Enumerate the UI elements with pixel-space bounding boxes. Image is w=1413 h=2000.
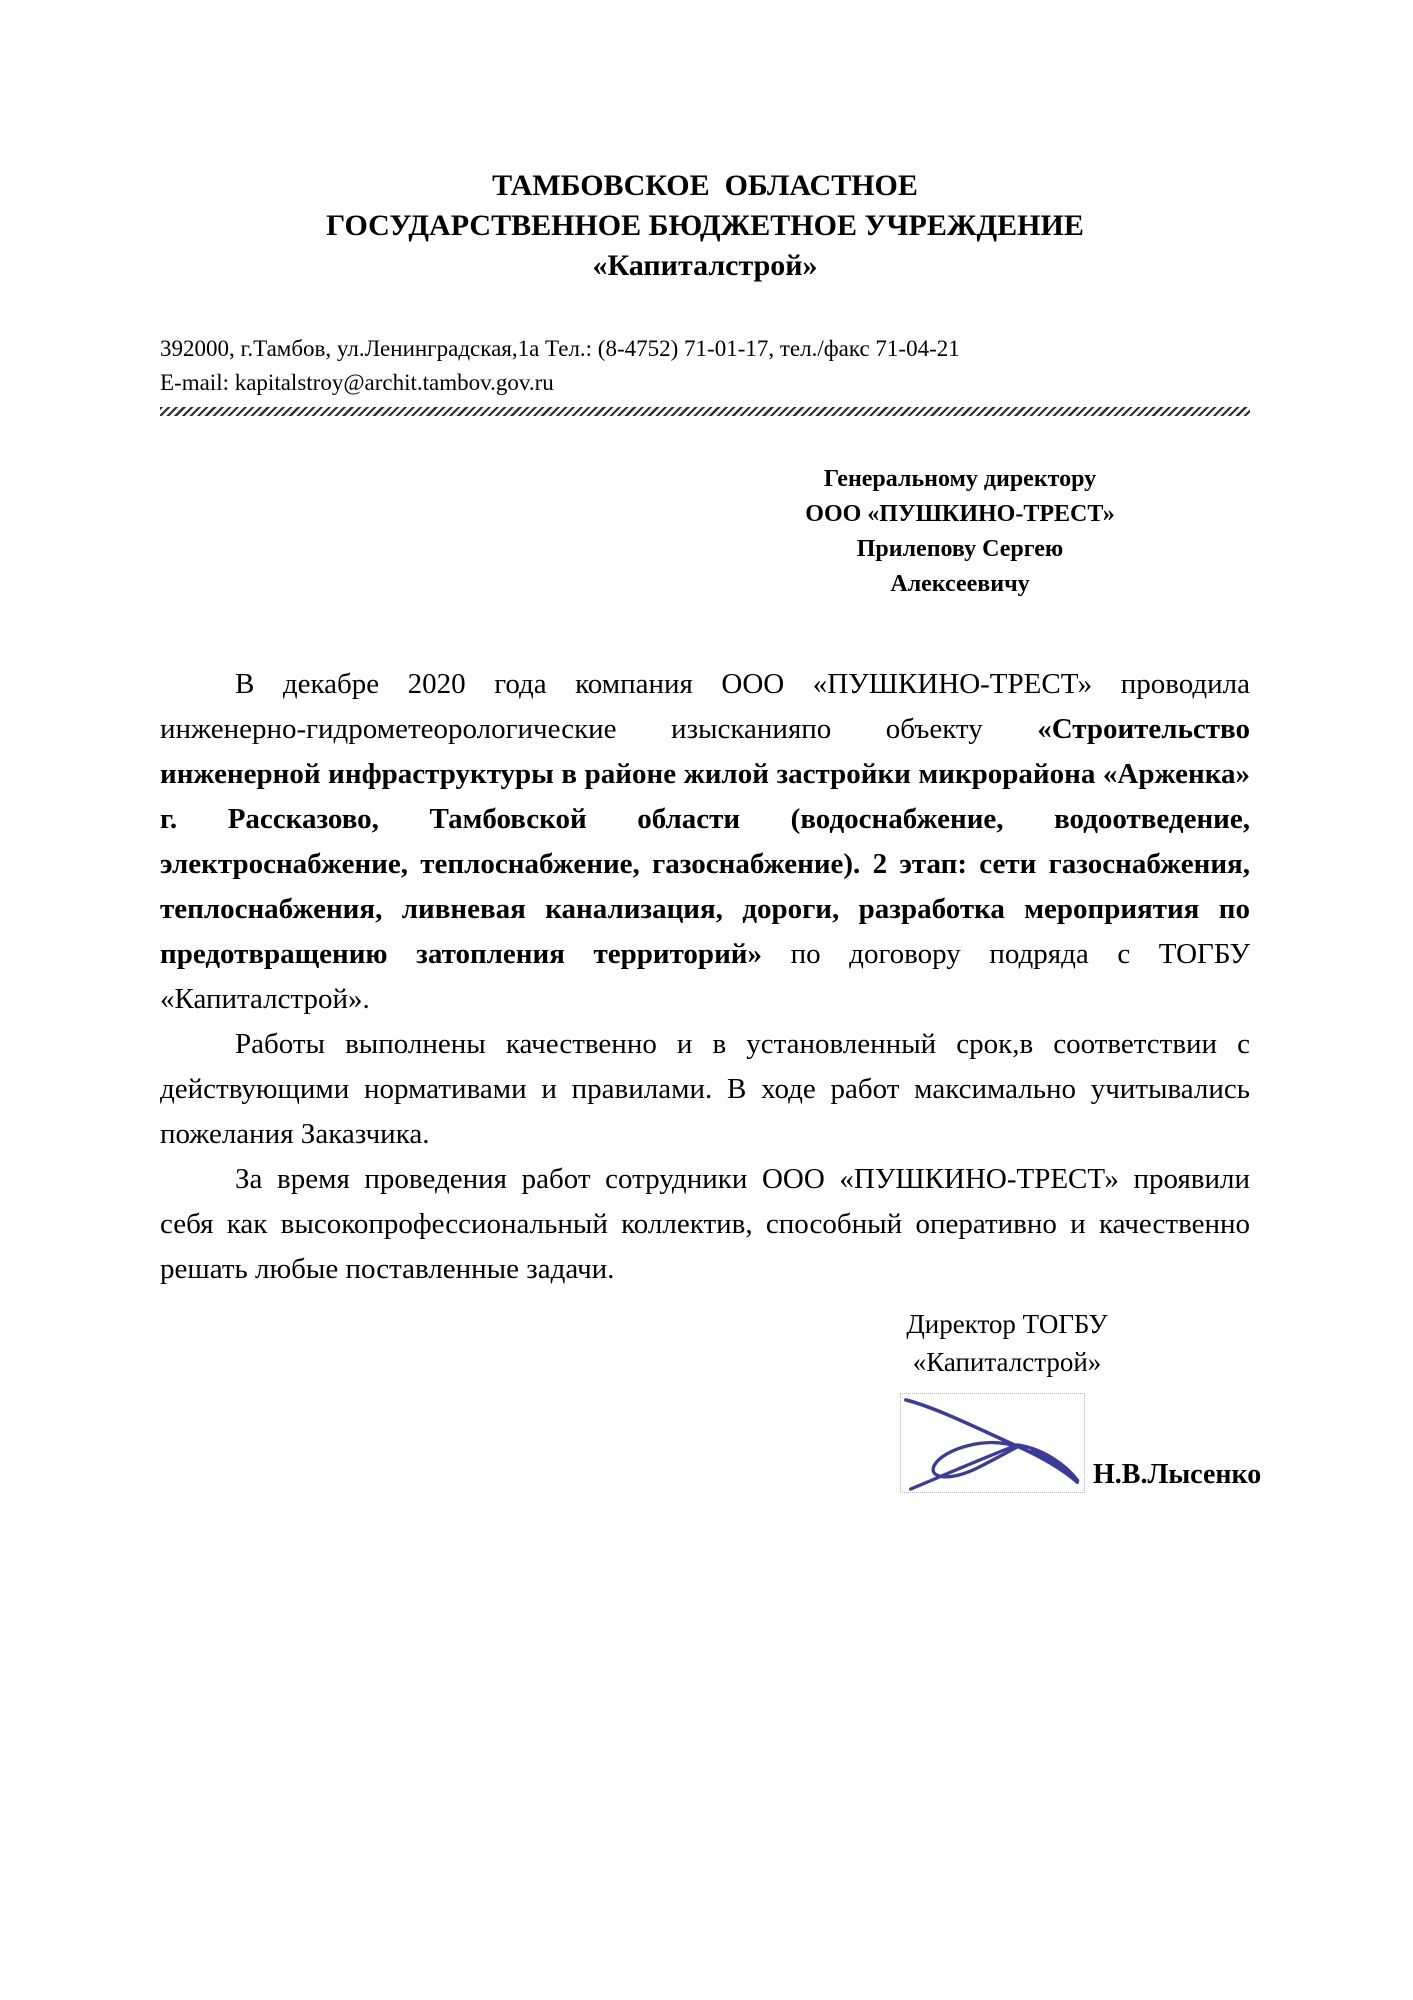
body-paragraph-2: Работы выполнены качественно и в установленный срок,в соответствии с действующими нормативами и правилами. В ходе работ максимально учитывались пожелания Заказчика. <box>160 1028 1250 1150</box>
org-name-line-1: ТАМБОВСКОЕ ОБЛАСТНОЕ <box>492 169 918 202</box>
paragraph-1-prefix: В декабре 2020 года компания ООО «ПУШКИНО-ТРЕСТ» проводила инженерно-гидрометеорологические изысканияпо объекту <box>160 668 1250 745</box>
signature-stroke-3 <box>911 1445 1079 1489</box>
signature-image <box>900 1393 1085 1493</box>
letterhead <box>160 166 1250 286</box>
recipient-block <box>800 462 1120 602</box>
signer-title-line-1: Директор ТОГБУ <box>906 1309 1108 1339</box>
signer-name: Н.В.Лысенко <box>1093 1459 1262 1490</box>
org-contacts <box>160 332 1250 400</box>
body-paragraph-3: За время проведения работ сотрудники ООО «ПУШКИНО-ТРЕСТ» проявили себя как высокопрофессиональный коллектив, способный оперативно и качественно решать любые поставленные задачи. <box>160 1163 1250 1285</box>
org-email: E-mail: kapitalstroy@archit.tambov.gov.ru <box>160 370 554 395</box>
hatched-divider <box>160 407 1250 416</box>
recipient-company: ООО «ПУШКИНО-ТРЕСТ» <box>805 501 1115 527</box>
paragraph-1-object-name: «Строительство инженерной инфраструктуры в районе жилой застройки микрорайона «Арженка» г. Рассказово, Тамбовской области (водоснабжение, водоотведение, электроснабжение, теплоснабжение, газоснабжение). 2 этап: сети газоснабжения, теплоснабжения, ливневая канализация, дороги, разработка мероприятия по предотвращению затопления территорий» <box>160 713 1250 970</box>
org-address: 392000, г.Тамбов, ул.Ленинградская,1а Тел.: (8-4752) 71-01-17, тел./факс 71-04-21 <box>160 336 960 361</box>
signature-stroke-2 <box>933 1443 1017 1477</box>
org-name-line-2: ГОСУДАРСТВЕННОЕ БЮДЖЕТНОЕ УЧРЕЖДЕНИЕ <box>326 209 1084 242</box>
letter-body <box>160 662 1250 1292</box>
body-paragraph-1 <box>160 662 1250 1022</box>
signer-title-line-2: «Капиталстрой» <box>912 1347 1102 1377</box>
recipient-position: Генеральному директору <box>823 466 1097 492</box>
paragraph-1-suffix: по договору подряда с ТОГБУ «Капиталстрой». <box>160 938 1250 1015</box>
signature-row <box>0 1393 1413 1493</box>
recipient-person: Прилепову Сергею Алексеевичу <box>856 536 1064 597</box>
org-name-line-3: «Капиталстрой» <box>592 249 818 282</box>
signature-area <box>0 1305 1413 1493</box>
signature-ink <box>901 1394 1084 1492</box>
signer-title <box>887 1305 1127 1381</box>
